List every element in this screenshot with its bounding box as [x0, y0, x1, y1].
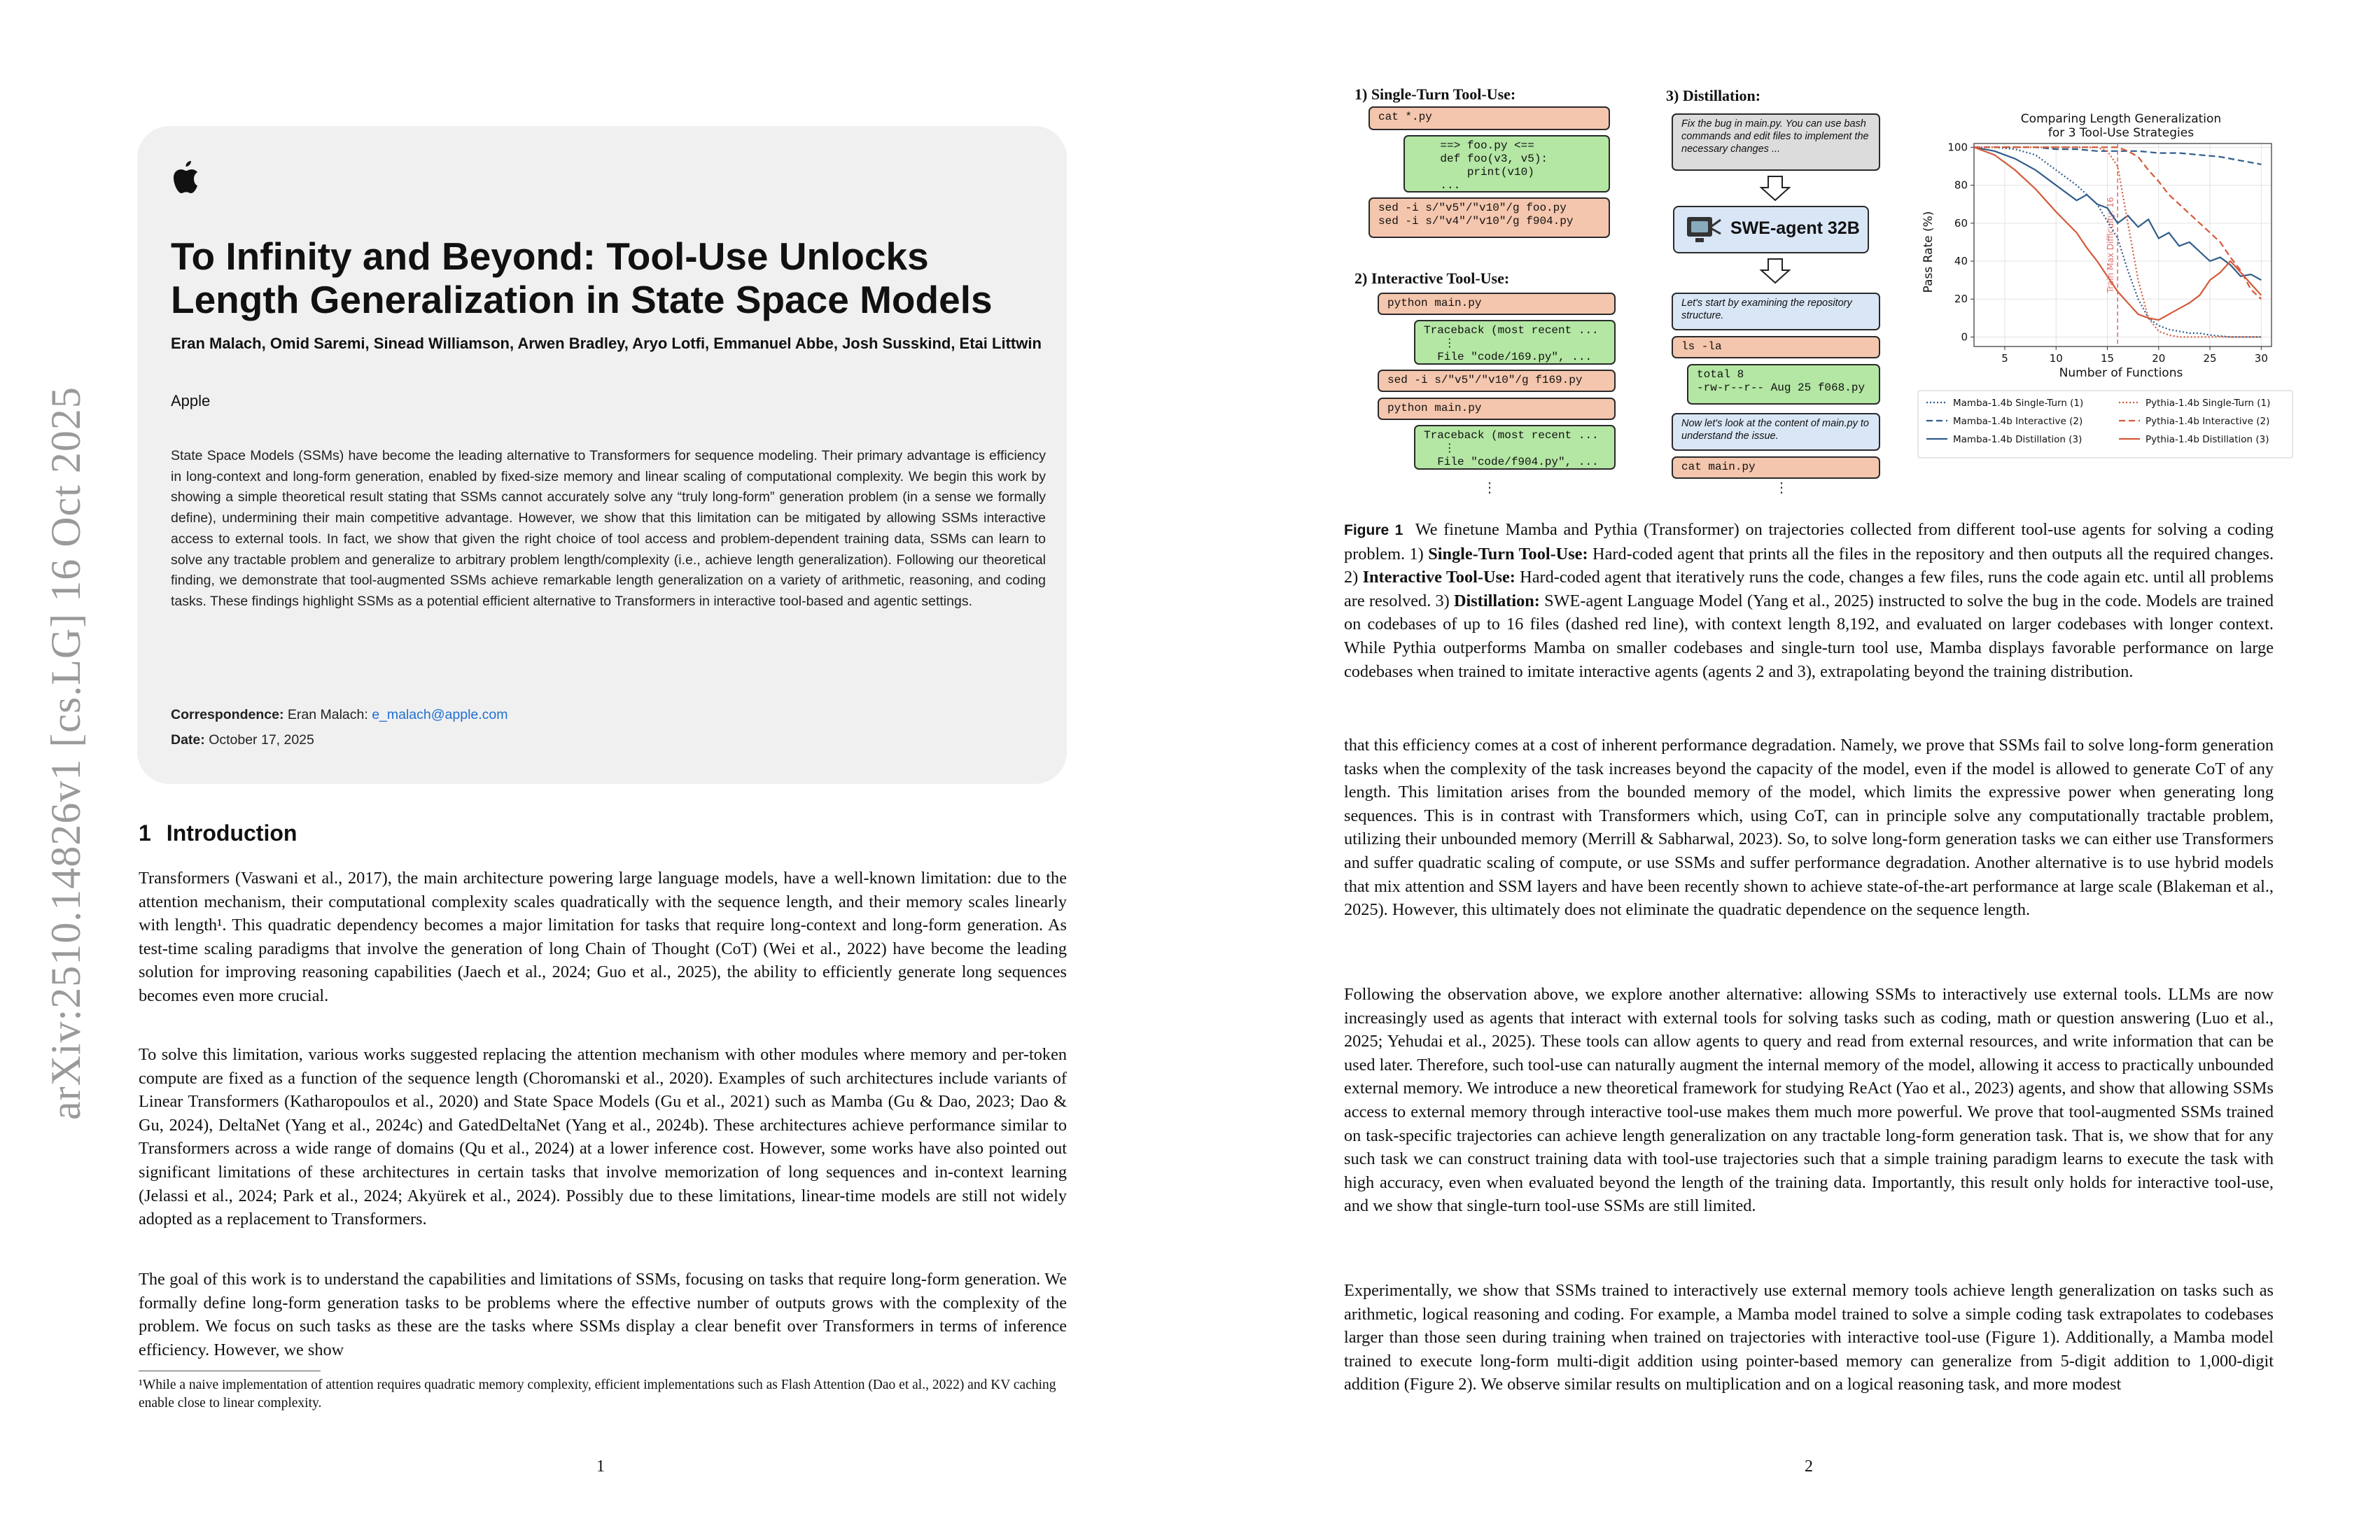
- arxiv-identifier: arXiv:2510.14826v1 [cs.LG] 16 Oct 2025: [43, 386, 89, 1120]
- legend-label-3: Pythia-1.4b Single-Turn (1): [2146, 398, 2271, 409]
- it-command-2: sed -i s/"v5"/"v10"/g f169.py: [1378, 370, 1616, 392]
- intro-paragraph-3: The goal of this work is to understand the capabilities and limitations of SSMs, focusing on tasks that require long-form generation. We formally define long-form generation tasks to be problems where the effective number of outputs grows with the complexity of the problem. We focus on such tasks as these are the tasks where SSMs display a clear benefit over Transformers in terms of inference efficiency. However, we show: [139, 1270, 1067, 1359]
- arrow-down-icon: [1758, 175, 1792, 202]
- legend-label-4: Pythia-1.4b Interactive (2): [2146, 416, 2270, 427]
- legend-label-2: Mamba-1.4b Distillation (3): [1953, 434, 2082, 445]
- date-line: [171, 732, 314, 748]
- dist-think-1: Let's start by examining the repository structure.: [1672, 293, 1880, 330]
- x-tick-label: 20: [2152, 352, 2166, 365]
- caption-label: Figure 1: [1344, 522, 1404, 538]
- it-command-3: python main.py: [1378, 398, 1616, 420]
- figure-heading-distillation: 3) Distillation:: [1666, 87, 1761, 104]
- section-title: Introduction: [166, 820, 298, 846]
- train-max-annotation: Train Max Difficulty: 16: [2106, 197, 2116, 293]
- dist-command-2: cat main.py: [1672, 456, 1880, 479]
- length-generalization-chart: [1890, 105, 2296, 476]
- correspondence: [171, 707, 508, 723]
- caption-text-3: Hard-coded agent that iteratively runs the code, changes a few files, runs the code again etc. until all problems are resolved. 3): [1344, 568, 2274, 610]
- page-number-2: 2: [1805, 1457, 1813, 1476]
- apple-logo-icon: [171, 158, 204, 197]
- page-number-1: 1: [596, 1457, 605, 1476]
- it-continuation-dots: ⋮: [1483, 480, 1497, 496]
- x-tick-label: 15: [2100, 352, 2115, 365]
- correspondence-name: Eran Malach:: [287, 707, 368, 722]
- figure-1-caption: [1344, 518, 2274, 683]
- caption-bold-2: Interactive Tool-Use:: [1362, 568, 1516, 587]
- st-command-2: sed -i s/"v5"/"v10"/g foo.py sed -i s/"v4"/"v10"/g f904.py: [1368, 197, 1610, 238]
- footnote: ¹While a naive implementation of attention requires quadratic memory complexity, efficient implementations such as Flash Attention (Dao et al., 2022) and KV caching enable close to linear complexity.: [139, 1378, 1056, 1410]
- caption-text-2: Hard-coded agent that prints all the files in the repository and then outputs all the required changes. 2): [1344, 544, 2274, 587]
- it-output-2: Traceback (most recent ... ⋮ File "code/f904.py", ...: [1414, 425, 1616, 470]
- correspondence-email-link[interactable]: e_malach@apple.com: [372, 707, 508, 722]
- x-tick-label: 25: [2203, 352, 2217, 365]
- y-tick-label: 0: [1961, 330, 1968, 344]
- correspondence-label: Correspondence:: [171, 707, 284, 722]
- chart-x-axis-label: Number of Functions: [2059, 366, 2183, 380]
- abstract: State Space Models (SSMs) have become the leading alternative to Transformers for sequence modeling. Their primary advantage is efficiency in long-context and long-form generation, enabled by fixed-size memory and linear scaling of computational complexity. We begin this work by showing a simple theoretical result stating that SSMs cannot accurately solve any “truly long-form” generation problem (in a sense we formally define), undermining their main competitive advantage. However, we show that this limitation can be mitigated by allowing SSMs interactive access to external tools. In fact, we show that given the right choice of tool access and problem-dependent training data, SSMs can learn to solve any tractable problem and generalize to arbitrary problem length/complexity (i.e., achieve length generalization). Following our theoretical finding, we demonstrate that tool-augmented SSMs achieve remarkable length generalization on a variety of arithmetic, reasoning, and coding tasks. These findings highlight SSMs as a potential efficient alternative to Transformers in interactive tool-based and agentic settings.: [171, 448, 1046, 609]
- caption-text-4: SWE-agent Language Model (Yang et al., 2025) instructed to solve the bug in the code. Models are trained on codebases of up to 16 files (dashed red line), with context length 8,192, and evaluated on larger codebases with longer context. While Pythia outperforms Mamba on smaller codebases and single-turn tool use, Mamba displays favorable performance on large codebases when trained to imitate interactive agents (agents 2 and 3), extrapolating beyond the training distribution.: [1344, 591, 2274, 681]
- x-tick-label: 5: [2001, 352, 2008, 365]
- legend-label-0: Mamba-1.4b Single-Turn (1): [1953, 398, 2084, 409]
- y-tick-label: 80: [1954, 178, 1968, 192]
- caption-text-1: We finetune Mamba and Pythia (Transformer) on trajectories collected from different tool-use agents for solving a coding problem. 1): [1344, 520, 2274, 564]
- st-command-1: cat *.py: [1368, 106, 1610, 130]
- date-value: October 17, 2025: [209, 732, 314, 748]
- y-tick-label: 40: [1954, 255, 1968, 268]
- x-tick-label: 30: [2254, 352, 2268, 365]
- figure-heading-single-turn: 1) Single-Turn Tool-Use:: [1354, 85, 1516, 103]
- robot-icon: [1686, 213, 1722, 246]
- intro-paragraph-2: To solve this limitation, various works suggested replacing the attention mechanism with other modules where memory and per-token compute are fixed as a function of the sequence length (Choromanski et al., 2020). Examples of such architectures include variants of Linear Transformers (Katharopoulos et al., 2020) and State Space Models (Gu et al., 2021) such as Mamba (Gu & Dao, 2023; Dao & Gu, 2024), DeltaNet (Yang et al., 2024c) and GatedDeltaNet (Yang et al., 2024b). These architectures achieve performance similar to Transformers across a wide range of domains (Qu et al., 2024) at a lower inference cost. However, some works have also pointed out significant limitations of these architectures in certain tasks that involve memorization of long sequences and in-context learning (Jelassi et al., 2024; Park et al., 2024; Akyürek et al., 2024). Possibly due to these limitations, linear-time models are still not widely adopted as a replacement to Transformers.: [139, 1045, 1067, 1229]
- figure-heading-interactive: 2) Interactive Tool-Use:: [1354, 270, 1510, 287]
- dist-output-1: total 8 -rw-r--r-- Aug 25 f068.py: [1687, 364, 1880, 405]
- legend-label-5: Pythia-1.4b Distillation (3): [2146, 434, 2269, 445]
- arrow-down-icon: [1758, 258, 1792, 284]
- intro-paragraph-1: Transformers (Vaswani et al., 2017), the main architecture powering large language models, have a well-known limitation: due to the attention mechanism, their computational complexity scales quadratically with the sequence length, and their memory scales linearly with length¹. This quadratic dependency becomes a major limitation for tasks that require long-context and long-form generation. As test-time scaling paradigms that involve the generation of long Chain of Thought (CoT) (Wei et al., 2022) have become the leading solution for improving reasoning capabilities (Jaech et al., 2024; Guo et al., 2025), the ability to efficiently generate long sequences becomes even more crucial.: [139, 869, 1067, 1005]
- it-output-1: Traceback (most recent ... ⋮ File "code/169.py", ...: [1414, 320, 1616, 365]
- affiliation: Apple: [171, 392, 211, 410]
- chart-title-line-1: Comparing Length Generalization: [2020, 112, 2222, 126]
- chart-title-line-2: for 3 Tool-Use Strategies: [2047, 126, 2194, 140]
- y-tick-label: 20: [1954, 293, 1968, 306]
- chart-y-axis-label: Pass Rate (%): [1921, 211, 1935, 293]
- paper-title: To Infinity and Beyond: Tool-Use Unlocks Length Generalization in State Space Models: [171, 234, 993, 321]
- legend-label-1: Mamba-1.4b Interactive (2): [1953, 416, 2083, 427]
- dist-command-1: ls -la: [1672, 336, 1880, 358]
- dist-prompt: Fix the bug in main.py. You can use bash commands and edit files to implement the necessary changes ...: [1672, 113, 1880, 171]
- page2-paragraph-2: Following the observation above, we explore another alternative: allowing SSMs to interactively use external tools. LLMs are now increasingly used as agents that interact with external tools for solving tasks such as coding, math or question answering (Luo et al., 2025; Yehudai et al., 2025). These tools can allow agents to query and read from external resources, and write information that can be used later. Therefore, such tool-use can naturally augment the internal memory of the model, allowing it access to practically unbounded external memory. We introduce a new theoretical framework for studying ReAct (Yao et al., 2023) agents, and show that allowing SSMs access to external memory through interactive tool-use makes them much more powerful. We prove that tool-augmented SSMs trained on task-specific trajectories can achieve length generalization on any tractable long-form generation task. That is, we show that for any such task we can construct training data with tool-use trajectories such that a simple training paradigm learns to execute the task with high accuracy, even when evaluated beyond the length of the training data. Importantly, this result only holds for interactive tool-use, and we show that single-turn tool-use SSMs are still limited.: [1344, 985, 2274, 1216]
- y-tick-label: 60: [1954, 216, 1968, 230]
- x-tick-label: 10: [2049, 352, 2063, 365]
- swe-agent-label: SWE-agent 32B: [1730, 218, 1860, 238]
- caption-bold-1: Single-Turn Tool-Use:: [1428, 544, 1588, 564]
- section-number: 1: [139, 820, 151, 846]
- page2-paragraph-1: that this efficiency comes at a cost of inherent performance degradation. Namely, we prove that SSMs fail to solve long-form generation tasks when the complexity of the task increases beyond the capacity of the model, even if the model is allowed to generate CoT of any length. This limitation arises from the bounded memory of the model, which limits the expressive power when generating long sequences. This is in contrast with Transformers which, using CoT, can in principle solve any computationally tractable problem, utilizing their unbounded memory (Merrill & Sabharwal, 2023). So, to solve long-form generation tasks we can either use Transformers and suffer quadratic scaling of compute, or use SSMs and suffer performance degradation. Another alternative is to use hybrid models that mix attention and SSM layers and have been recently shown to achieve state-of-the-art performance at large scale (Blakeman et al., 2025). However, this ultimately does not eliminate the quadratic dependence on the sequence length.: [1344, 736, 2274, 920]
- y-tick-label: 100: [1947, 141, 1968, 154]
- page2-paragraph-3: Experimentally, we show that SSMs trained to interactively use external memory tools achieve length generalization on tasks such as arithmetic, logical reasoning and coding. For example, a Mamba model trained to solve a simple coding task extrapolates to codebases larger than those seen during training when trained on trajectories with interactive tool-use (Figure 1). Additionally, a Mamba model trained to execute long-form multi-digit addition using pointer-based memory can generalize from 5-digit addition to 1,000-digit addition (Figure 2). We observe similar results on multiplication and on a logical reasoning task, and more modest: [1344, 1281, 2274, 1394]
- author-list: Eran Malach, Omid Saremi, Sinead Williamson, Arwen Bradley, Aryo Lotfi, Emmanuel Abbe, Josh Susskind, Etai Littwin: [171, 335, 1042, 352]
- dist-think-2: Now let's look at the content of main.py to understand the issue.: [1672, 413, 1880, 451]
- st-output-1: ==> foo.py <== def foo(v3, v5): print(v10) ...: [1404, 135, 1610, 192]
- date-label: Date:: [171, 732, 205, 748]
- section-heading: [139, 820, 297, 846]
- it-command-1: python main.py: [1378, 293, 1616, 315]
- dist-continuation-dots: ⋮: [1774, 480, 1788, 496]
- caption-bold-3: Distillation:: [1453, 591, 1540, 610]
